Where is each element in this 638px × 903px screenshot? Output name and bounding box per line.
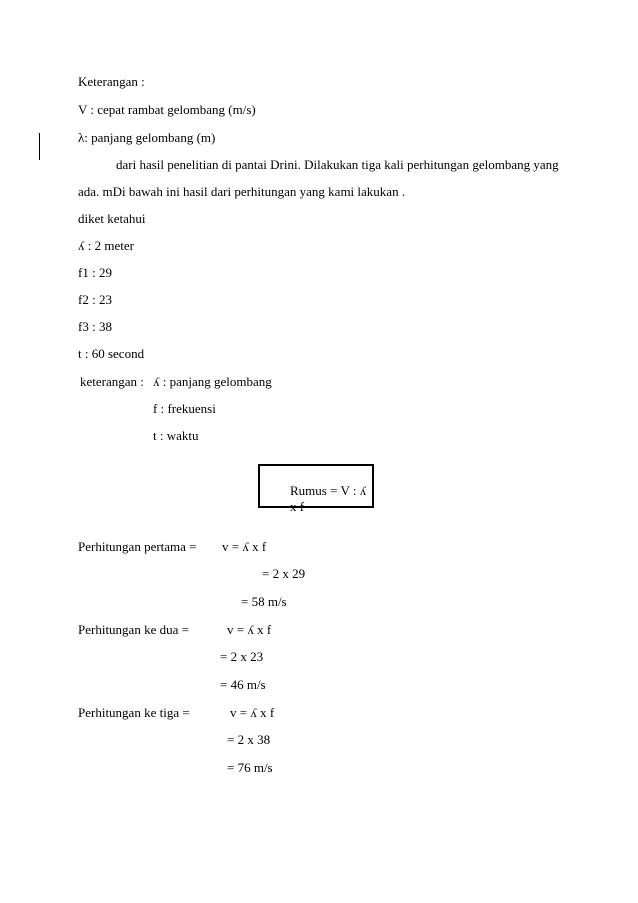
known-f3: f3 : 38 bbox=[78, 319, 112, 334]
calc-3-formula: v = ʎ x f bbox=[230, 705, 275, 720]
intro-paragraph-line-2: ada. mDi bawah ini hasil dari perhitungan yang kami lakukan . bbox=[78, 184, 406, 199]
calc-1-result: = 58 m/s bbox=[241, 594, 287, 609]
known-heading: diket ketahui bbox=[78, 211, 146, 226]
calc-2-formula: v = ʎ x f bbox=[227, 622, 272, 637]
calc-3-label: Perhitungan ke tiga = bbox=[78, 705, 190, 720]
formula-box bbox=[258, 464, 374, 514]
definition-wavelength: λ: panjang gelombang (m) bbox=[78, 130, 216, 145]
heading-keterangan: Keterangan : bbox=[78, 74, 145, 89]
margin-change-bar bbox=[39, 133, 40, 160]
legend-time: t : waktu bbox=[153, 428, 199, 443]
intro-paragraph-line-1: dari hasil penelitian di pantai Drini. Dilakukan tiga kali perhitungan gelombang yang bbox=[116, 157, 559, 172]
calc-3-result: = 76 m/s bbox=[227, 760, 273, 775]
definition-velocity: V : cepat rambat gelombang (m/s) bbox=[78, 102, 256, 117]
known-time: t : 60 second bbox=[78, 346, 145, 361]
known-wavelength: ʎ : 2 meter bbox=[78, 238, 134, 253]
calc-3-substitution: = 2 x 38 bbox=[227, 732, 271, 747]
calc-2-result: = 46 m/s bbox=[220, 677, 266, 692]
legend-wavelength: ʎ : panjang gelombang bbox=[153, 374, 272, 389]
calc-2-label: Perhitungan ke dua = bbox=[78, 622, 189, 637]
formula-text: Rumus = V : ʎ x f bbox=[290, 483, 367, 514]
known-f2: f2 : 23 bbox=[78, 292, 112, 307]
calc-1-formula: v = ʎ x f bbox=[222, 539, 267, 554]
legend-frequency: f : frekuensi bbox=[153, 401, 216, 416]
calc-2-substitution: = 2 x 23 bbox=[220, 649, 264, 664]
known-f1: f1 : 29 bbox=[78, 265, 112, 280]
calc-1-label: Perhitungan pertama = bbox=[78, 539, 197, 554]
calc-1-substitution: = 2 x 29 bbox=[262, 566, 306, 581]
legend-label: keterangan : bbox=[80, 374, 144, 389]
